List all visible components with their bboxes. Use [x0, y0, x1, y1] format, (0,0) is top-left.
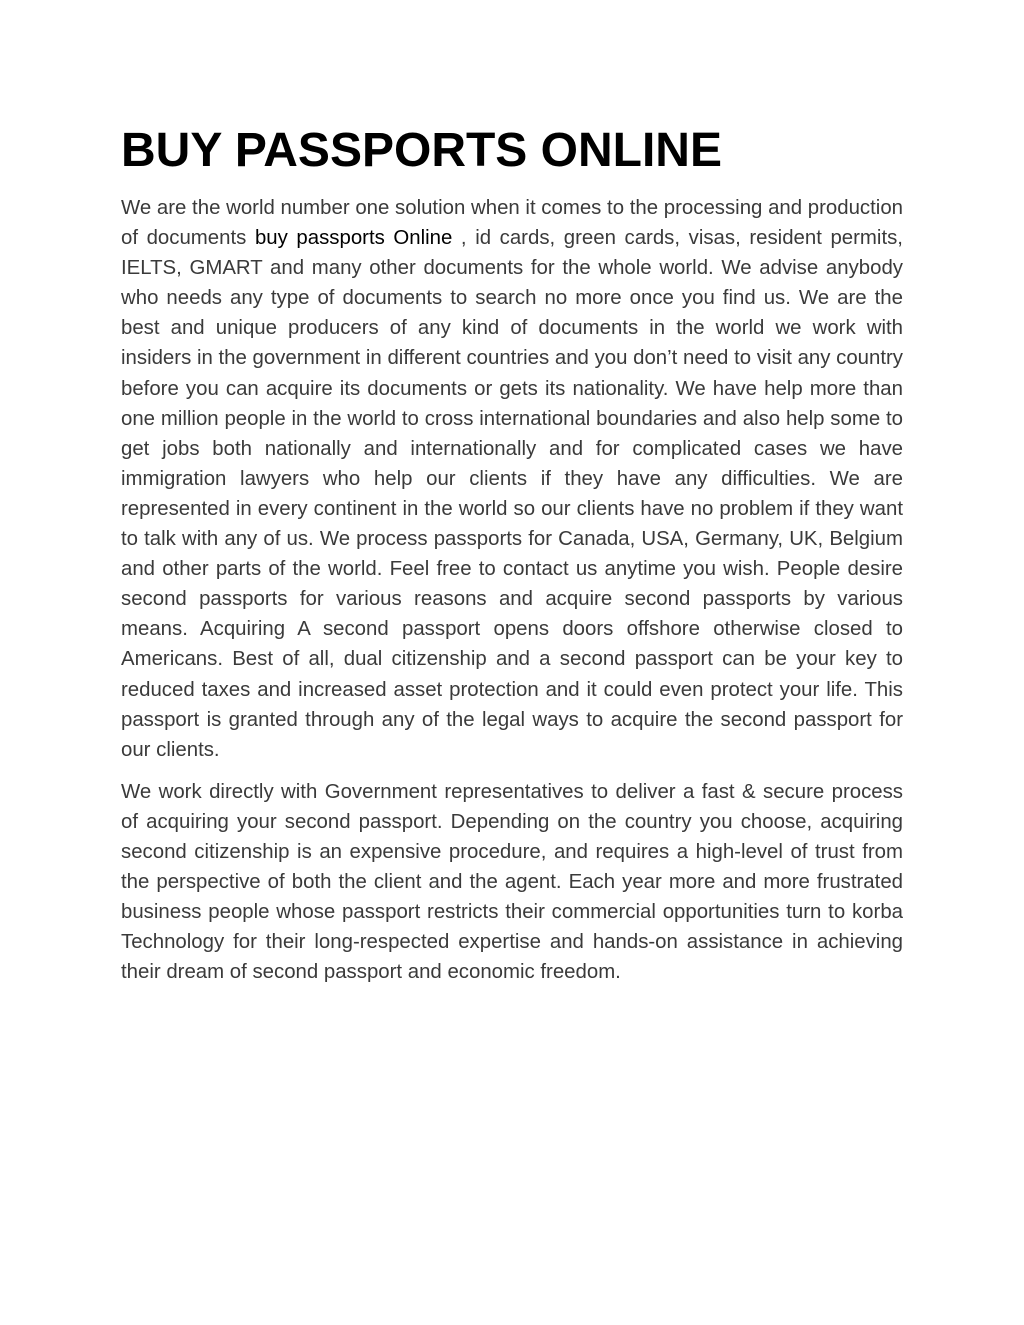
buy-passports-online-link[interactable]: buy passports Online [254, 227, 453, 250]
paragraph-intro-text-end: , id cards, green cards, visas, resident permits, IELTS, GMART and many other documents for the whole world. We advise anybody who needs any type of documents to search no more once you find us. We are the best and unique producers of any kind of documents in the world we work with insiders in the government in different countries and you don’t need to visit any country before you can acquire its documents or gets its nationality. We have help more than one million people in the world to cross international boundaries and also help some to get jobs both nationally and internationally and for complicated cases we have immigration lawyers who help our clients if they have any difficulties. We are represented in every continent in the world so our clients have no problem if they want to talk with any of us. We process passports for Canada, USA, Germany, UK, Belgium and other parts of the world. Feel free to contact us anytime you wish. People desire second passports for various reasons and acquire second passports by various means. Acquiring A second passport opens doors offshore otherwise closed to Americans. Best of all, dual citizenship and a second passport can be your key to reduced taxes and increased asset protection and it could even protect your life. This passport is granted through any of the legal ways to acquire the second passport for our clients. [121, 227, 903, 761]
paragraph-intro-text-start: We are the world number one solution when it comes to the processing and production of documents [121, 197, 903, 250]
document-content [121, 120, 903, 987]
paragraph-government: We work directly with Government representatives to deliver a fast & secure process of acquiring your second passport. Depending on the country you choose, acquiring second citizenship is an expensive procedure, and requires a high-level of trust from the perspective of both the client and the agent. Each year more and more frustrated business people whose passport restricts their commercial opportunities turn to korba Technology for their long-respected expertise and hands-on assistance in achieving their dream of second passport and economic freedom. [121, 780, 903, 984]
paragraph-intro [121, 193, 903, 765]
page-title: BUY PASSPORTS ONLINE [121, 124, 722, 177]
